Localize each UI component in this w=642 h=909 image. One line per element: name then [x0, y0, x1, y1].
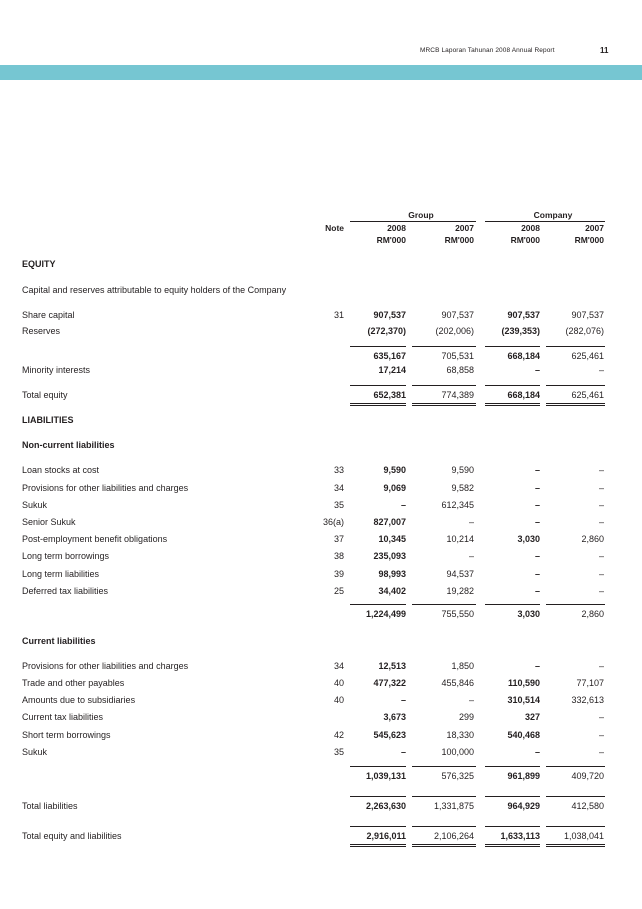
non-current-heading: Non-current liabilities [22, 440, 115, 450]
cell-value: – [598, 365, 604, 375]
cell-value: – [598, 730, 604, 740]
total-rule [546, 796, 605, 797]
equity-subheading: Capital and reserves attributable to equity holders of the Company [22, 285, 287, 295]
cell-value: 327 [524, 712, 540, 722]
report-header-title: MRCB Laporan Tahunan 2008 Annual Report [420, 47, 555, 54]
year-label: 2007 [585, 223, 604, 233]
row-note: 34 [333, 661, 344, 671]
table-row [0, 551, 642, 564]
total-rule [485, 846, 540, 847]
total-rule [350, 385, 406, 386]
cell-value: 635,167 [373, 351, 406, 361]
cell-value: 310,514 [507, 695, 540, 705]
cell-value: – [598, 747, 604, 757]
total-rule [412, 846, 476, 847]
equity-heading: EQUITY [22, 259, 56, 269]
cell-value: 477,322 [373, 678, 406, 688]
row-note: 25 [333, 586, 344, 596]
row-note: 40 [333, 695, 344, 705]
total-rule [350, 405, 406, 406]
table-row [0, 661, 642, 674]
cell-value: – [534, 517, 540, 527]
table-row [0, 695, 642, 708]
table-row [0, 326, 642, 339]
cell-value: 907,537 [507, 310, 540, 320]
cell-value: 1,331,875 [433, 801, 474, 811]
cell-value: 455,846 [441, 678, 474, 688]
cell-value: 1,039,131 [365, 771, 406, 781]
row-note: 31 [333, 310, 344, 320]
cell-value: 3,673 [383, 712, 406, 722]
cell-value: (202,006) [435, 326, 474, 336]
cell-value: 612,345 [441, 500, 474, 510]
row-label: Long term liabilities [22, 569, 100, 579]
row-label: Sukuk [22, 500, 48, 510]
cell-value: – [534, 551, 540, 561]
cell-value: 100,000 [441, 747, 474, 757]
total-rule [546, 385, 605, 386]
cell-value: 705,531 [441, 351, 474, 361]
cell-value: 98,993 [378, 569, 406, 579]
row-label: Sukuk [22, 747, 48, 757]
row-label: Post-employment benefit obligations [22, 534, 168, 544]
cell-value: – [598, 551, 604, 561]
row-label: Provisions for other liabilities and charges [22, 483, 189, 493]
row-label: Total equity and liabilities [22, 831, 122, 841]
total-rule [350, 844, 406, 845]
cell-value: – [534, 500, 540, 510]
total-rule [412, 405, 476, 406]
total-rule [546, 844, 605, 845]
table-row [0, 365, 642, 378]
row-label: Loan stocks at cost [22, 465, 100, 475]
subtotal-row [0, 609, 642, 622]
total-rule [350, 403, 406, 404]
cell-value: – [534, 747, 540, 757]
liabilities-heading: LIABILITIES [22, 415, 74, 425]
cell-value: 545,623 [373, 730, 406, 740]
row-note: 42 [333, 730, 344, 740]
cell-value: – [534, 465, 540, 475]
cell-value: 961,899 [507, 771, 540, 781]
row-label: Current tax liabilities [22, 712, 104, 722]
group-header: Group [408, 210, 434, 220]
cell-value: 625,461 [571, 351, 604, 361]
cell-value: 2,860 [581, 609, 604, 619]
table-row [0, 483, 642, 496]
total-rule [412, 346, 476, 347]
table-row [0, 465, 642, 478]
cell-value: 540,468 [507, 730, 540, 740]
note-header: Note [325, 223, 344, 233]
total-rule [485, 796, 540, 797]
row-label: Minority interests [22, 365, 91, 375]
cell-value: – [598, 500, 604, 510]
cell-value: 12,513 [378, 661, 406, 671]
cell-value: 576,325 [441, 771, 474, 781]
cell-value: – [534, 569, 540, 579]
cell-value: 827,007 [373, 517, 406, 527]
total-rule [546, 405, 605, 406]
group-2008-header [346, 222, 406, 246]
cell-value: 668,184 [507, 351, 540, 361]
cell-value: 2,106,264 [433, 831, 474, 841]
total-rule [485, 403, 540, 404]
cell-value: 9,590 [451, 465, 474, 475]
total-rule [350, 846, 406, 847]
total-rule [546, 604, 605, 605]
cell-value: 68,858 [446, 365, 474, 375]
cell-value: 668,184 [507, 390, 540, 400]
total-rule [546, 826, 605, 827]
cell-value: 2,916,011 [366, 831, 406, 841]
total-rule [412, 403, 476, 404]
cell-value: 1,850 [451, 661, 474, 671]
table-row [0, 500, 642, 513]
row-label: Long term borrowings [22, 551, 110, 561]
row-note: 40 [333, 678, 344, 688]
page-number: 11 [600, 46, 609, 55]
cell-value: 9,590 [383, 465, 406, 475]
total-rule [485, 844, 540, 845]
cell-value: 34,402 [378, 586, 406, 596]
cell-value: 409,720 [571, 771, 604, 781]
unit-label: RM'000 [574, 235, 604, 245]
company-header: Company [533, 210, 573, 220]
cell-value: 110,590 [507, 678, 540, 688]
total-rule [485, 604, 540, 605]
cell-value: – [400, 695, 406, 705]
cell-value: 2,860 [581, 534, 604, 544]
row-label: Short term borrowings [22, 730, 111, 740]
table-row [0, 712, 642, 725]
cell-value: (272,370) [367, 326, 406, 336]
row-note: 36(a) [322, 517, 344, 527]
table-row [0, 586, 642, 599]
cell-value: 18,330 [446, 730, 474, 740]
total-rule [412, 385, 476, 386]
row-note: 35 [333, 500, 344, 510]
subtotal-row [0, 351, 642, 364]
current-heading: Current liabilities [22, 636, 96, 646]
total-rule [412, 766, 476, 767]
cell-value: 1,633,113 [500, 831, 540, 841]
total-rule [412, 826, 476, 827]
row-note: 37 [333, 534, 344, 544]
row-note: 38 [333, 551, 344, 561]
total-rule [412, 844, 476, 845]
total-rule [485, 826, 540, 827]
cell-value: – [400, 500, 406, 510]
total-rule [485, 766, 540, 767]
cell-value: – [468, 695, 474, 705]
unit-label: RM'000 [376, 235, 406, 245]
total-rule [350, 346, 406, 347]
cell-value: – [598, 517, 604, 527]
cell-value: 907,537 [441, 310, 474, 320]
row-label: Total equity [22, 390, 68, 400]
cell-value: – [534, 661, 540, 671]
cell-value: (282,076) [565, 326, 604, 336]
table-row [0, 831, 642, 844]
cell-value: 94,537 [446, 569, 474, 579]
unit-label: RM'000 [510, 235, 540, 245]
cell-value: 77,107 [576, 678, 604, 688]
cell-value: 235,093 [373, 551, 406, 561]
cell-value: 907,537 [373, 310, 406, 320]
row-label: Share capital [22, 310, 75, 320]
cell-value: – [534, 586, 540, 596]
cell-value: – [598, 661, 604, 671]
total-rule [412, 604, 476, 605]
cell-value: 10,214 [446, 534, 474, 544]
cell-value: 299 [458, 712, 474, 722]
cell-value: 907,537 [571, 310, 604, 320]
total-rule [546, 346, 605, 347]
row-label: Senior Sukuk [22, 517, 76, 527]
table-row [0, 534, 642, 547]
year-label: 2007 [455, 223, 474, 233]
cell-value: 19,282 [446, 586, 474, 596]
subtotal-row [0, 771, 642, 784]
cell-value: 774,389 [441, 390, 474, 400]
cell-value: 412,580 [571, 801, 604, 811]
year-label: 2008 [387, 223, 406, 233]
row-label: Trade and other payables [22, 678, 125, 688]
row-label: Reserves [22, 326, 61, 336]
table-row [0, 678, 642, 691]
cell-value: – [400, 747, 406, 757]
cell-value: 964,929 [507, 801, 540, 811]
table-row [0, 390, 642, 403]
total-rule [350, 766, 406, 767]
cell-value: 3,030 [517, 609, 540, 619]
company-2007-header [546, 222, 604, 246]
unit-label: RM'000 [444, 235, 474, 245]
cell-value: – [534, 365, 540, 375]
cell-value: – [468, 517, 474, 527]
table-row [0, 747, 642, 760]
total-rule [350, 604, 406, 605]
cell-value: – [598, 569, 604, 579]
cell-value: – [598, 483, 604, 493]
group-2007-header [412, 222, 474, 246]
year-label: 2008 [521, 223, 540, 233]
cell-value: 9,069 [383, 483, 406, 493]
row-label: Deferred tax liabilities [22, 586, 109, 596]
total-rule [546, 766, 605, 767]
cell-value: 9,582 [451, 483, 474, 493]
cell-value: (239,353) [501, 326, 540, 336]
cell-value: 1,038,041 [563, 831, 604, 841]
total-rule [485, 405, 540, 406]
total-rule [412, 796, 476, 797]
cell-value: 10,345 [378, 534, 406, 544]
cell-value: 332,613 [571, 695, 604, 705]
table-row [0, 310, 642, 323]
total-rule [485, 346, 540, 347]
cell-value: 755,550 [441, 609, 474, 619]
row-note: 39 [333, 569, 344, 579]
cell-value: – [468, 551, 474, 561]
table-row [0, 569, 642, 582]
cell-value: 625,461 [571, 390, 604, 400]
total-rule [546, 846, 605, 847]
total-rule [350, 796, 406, 797]
cell-value: 3,030 [517, 534, 540, 544]
row-note: 34 [333, 483, 344, 493]
cell-value: – [534, 483, 540, 493]
row-note: 33 [333, 465, 344, 475]
total-rule [350, 826, 406, 827]
cell-value: – [598, 712, 604, 722]
table-row [0, 730, 642, 743]
cell-value: – [598, 586, 604, 596]
cell-value: 652,381 [373, 390, 406, 400]
total-rule [485, 385, 540, 386]
company-2008-header [478, 222, 540, 246]
table-row [0, 801, 642, 814]
row-label: Total liabilities [22, 801, 78, 811]
row-label: Amounts due to subsidiaries [22, 695, 136, 705]
cell-value: – [598, 465, 604, 475]
cell-value: 17,214 [378, 365, 406, 375]
cell-value: 1,224,499 [365, 609, 406, 619]
total-rule [546, 403, 605, 404]
row-label: Provisions for other liabilities and charges [22, 661, 189, 671]
header-band [0, 65, 642, 80]
table-row [0, 517, 642, 530]
row-note: 35 [333, 747, 344, 757]
cell-value: 2,263,630 [365, 801, 406, 811]
